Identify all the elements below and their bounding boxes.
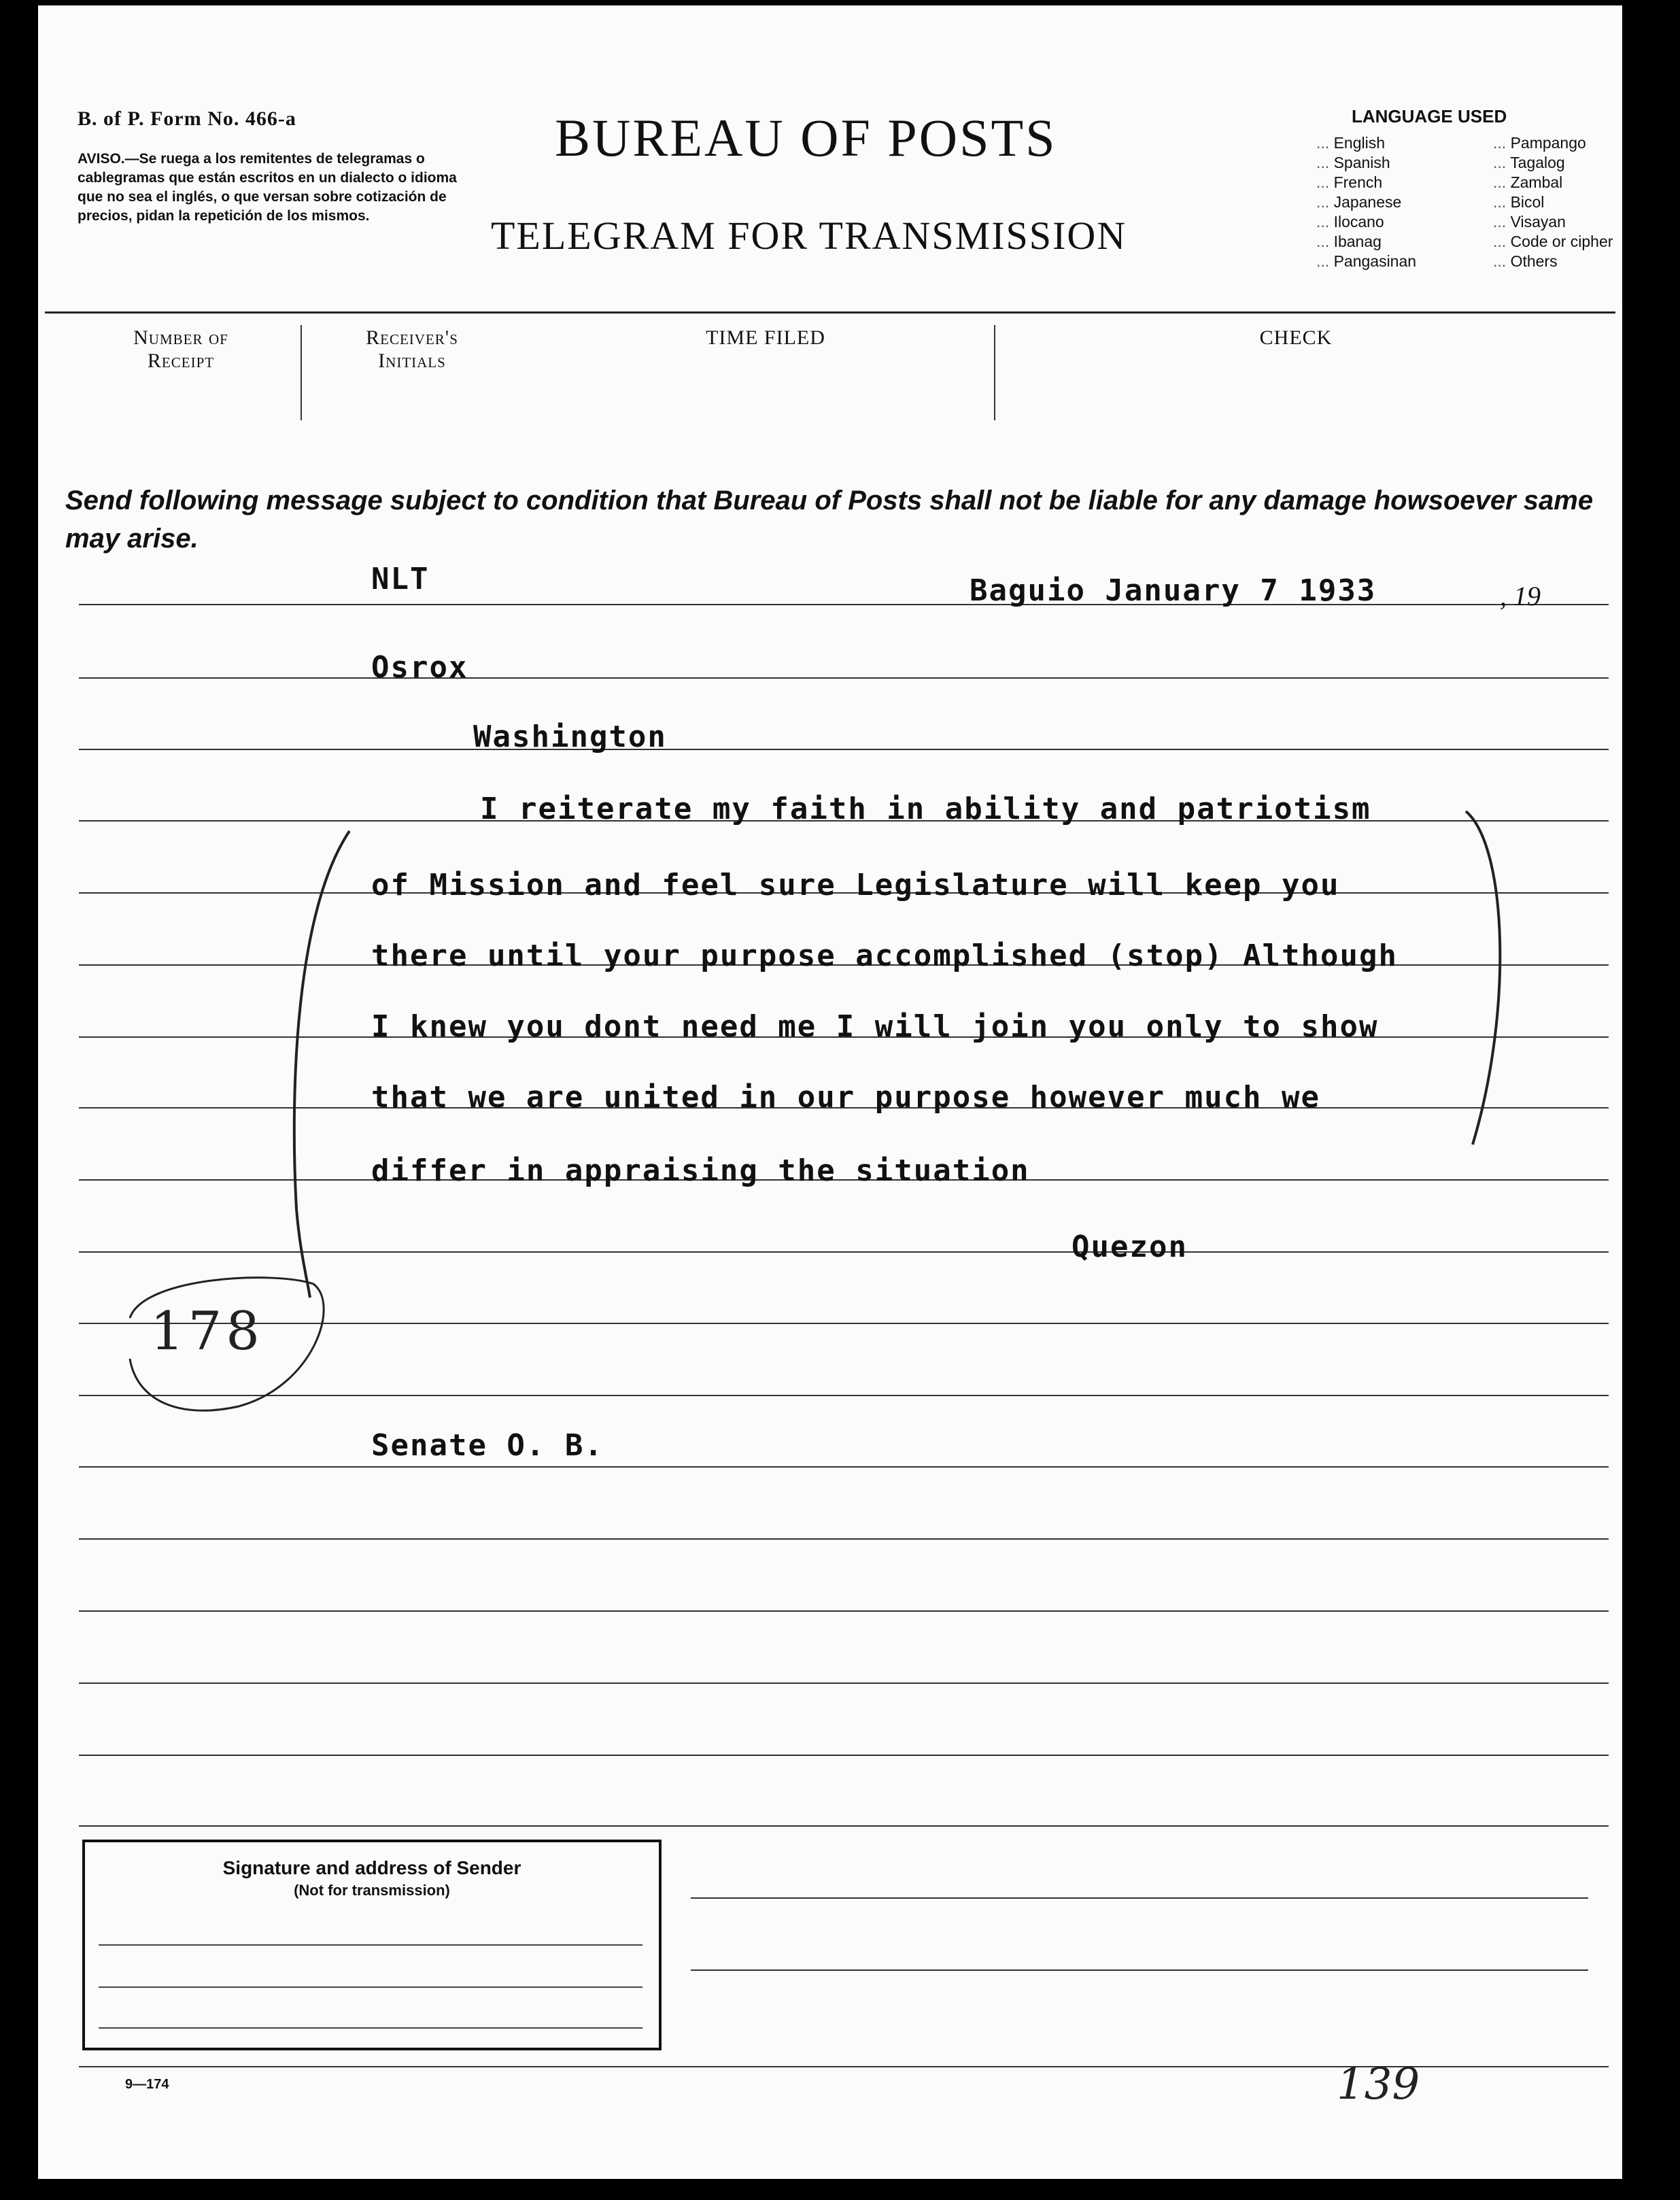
ruled-line [79, 1755, 1609, 1756]
language-option: ... Zambal [1493, 173, 1613, 192]
signer: Quezon [1072, 1230, 1188, 1264]
time-filed-label: TIME FILED [706, 326, 825, 349]
language-option: ... Ilocano [1316, 212, 1416, 232]
language-option: ... Pangasinan [1316, 252, 1416, 271]
message-line: that we are united in our purpose however much we [371, 1080, 1321, 1115]
language-option: ... Tagalog [1493, 153, 1613, 173]
form-number: B. of P. Form No. 466-a [78, 107, 296, 130]
message-line: I knew you dont need me I will join you only to show [371, 1009, 1379, 1044]
message-line: of Mission and feel sure Legislature will keep you [371, 868, 1340, 902]
agency-title: BUREAU OF POSTS [555, 108, 1057, 167]
check-label: CHECK [1259, 326, 1333, 349]
ruled-line [79, 1466, 1609, 1468]
header-divider [301, 325, 302, 420]
form-code: 9—174 [125, 2077, 169, 2092]
signature-line [99, 1944, 642, 1946]
message-line: I reiterate my faith in ability and patriotism [480, 792, 1371, 826]
signature-line [99, 2027, 642, 2029]
language-option: ... English [1316, 133, 1416, 153]
place-date: Baguio January 7 1933 [970, 573, 1377, 608]
language-heading: LANGUAGE USED [1352, 106, 1507, 126]
ruled-line [79, 677, 1609, 679]
aviso-notice: AVISO.—Se ruega a los remitentes de telegramas o cablegramas que están escritos en un dialecto o idioma que no sea el inglés, o que versan sobre cotización de precios, pidan la repetición de los mismos. [78, 151, 457, 224]
sender-signature-box [82, 1840, 662, 2050]
message-line: there until your purpose accomplished (stop) Although [371, 938, 1398, 973]
header-rule [45, 311, 1615, 314]
liability-notice: Send following message subject to condition that Bureau of Posts shall not be liable for any damage howsoever same may arise. [65, 486, 1594, 554]
language-option: ... Visayan [1493, 212, 1613, 232]
number-of-receipt-label: Number of Receipt [133, 326, 228, 372]
destination: Washington [473, 720, 667, 754]
ruled-line [79, 604, 1609, 605]
language-option: ... Japanese [1316, 192, 1416, 212]
language-option: ... Bicol [1493, 192, 1613, 212]
language-list-left [1316, 133, 1416, 271]
language-option: ... Ibanag [1316, 232, 1416, 252]
form-title: TELEGRAM FOR TRANSMISSION [491, 214, 1127, 258]
message-line: differ in appraising the situation [371, 1153, 1030, 1188]
ruled-line [79, 1825, 1609, 1827]
charge-to: Senate O. B. [371, 1428, 604, 1463]
language-option: ... Others [1493, 252, 1613, 271]
ruled-line [79, 749, 1609, 750]
circled-number: 178 [150, 1301, 264, 1362]
ruled-line [79, 1538, 1609, 1540]
language-option: ... Pampango [1493, 133, 1613, 153]
telegram-form [38, 5, 1622, 2179]
year-prefix: , 19 [1500, 581, 1541, 611]
language-option: ... Code or cipher [1493, 232, 1613, 252]
page-number: 139 [1337, 2059, 1420, 2110]
ruled-line [691, 1897, 1588, 1899]
header-divider [994, 325, 995, 420]
left-bracket-mark [269, 828, 371, 1304]
language-list-right [1493, 133, 1613, 271]
addressee: Osrox [371, 650, 468, 685]
language-option: ... French [1316, 173, 1416, 192]
sender-box-title: Signature and address of Sender [222, 1857, 521, 1878]
ruled-line [79, 1682, 1609, 1684]
signature-line [99, 1986, 642, 1988]
sender-box-subtitle: (Not for transmission) [294, 1882, 450, 1899]
service-indicator: NLT [371, 562, 430, 596]
right-bracket-mark [1445, 805, 1527, 1158]
language-option: ... Spanish [1316, 153, 1416, 173]
receivers-initials-label: Receiver's Initials [366, 326, 458, 372]
ruled-line [79, 1610, 1609, 1612]
ruled-line [691, 1969, 1588, 1971]
